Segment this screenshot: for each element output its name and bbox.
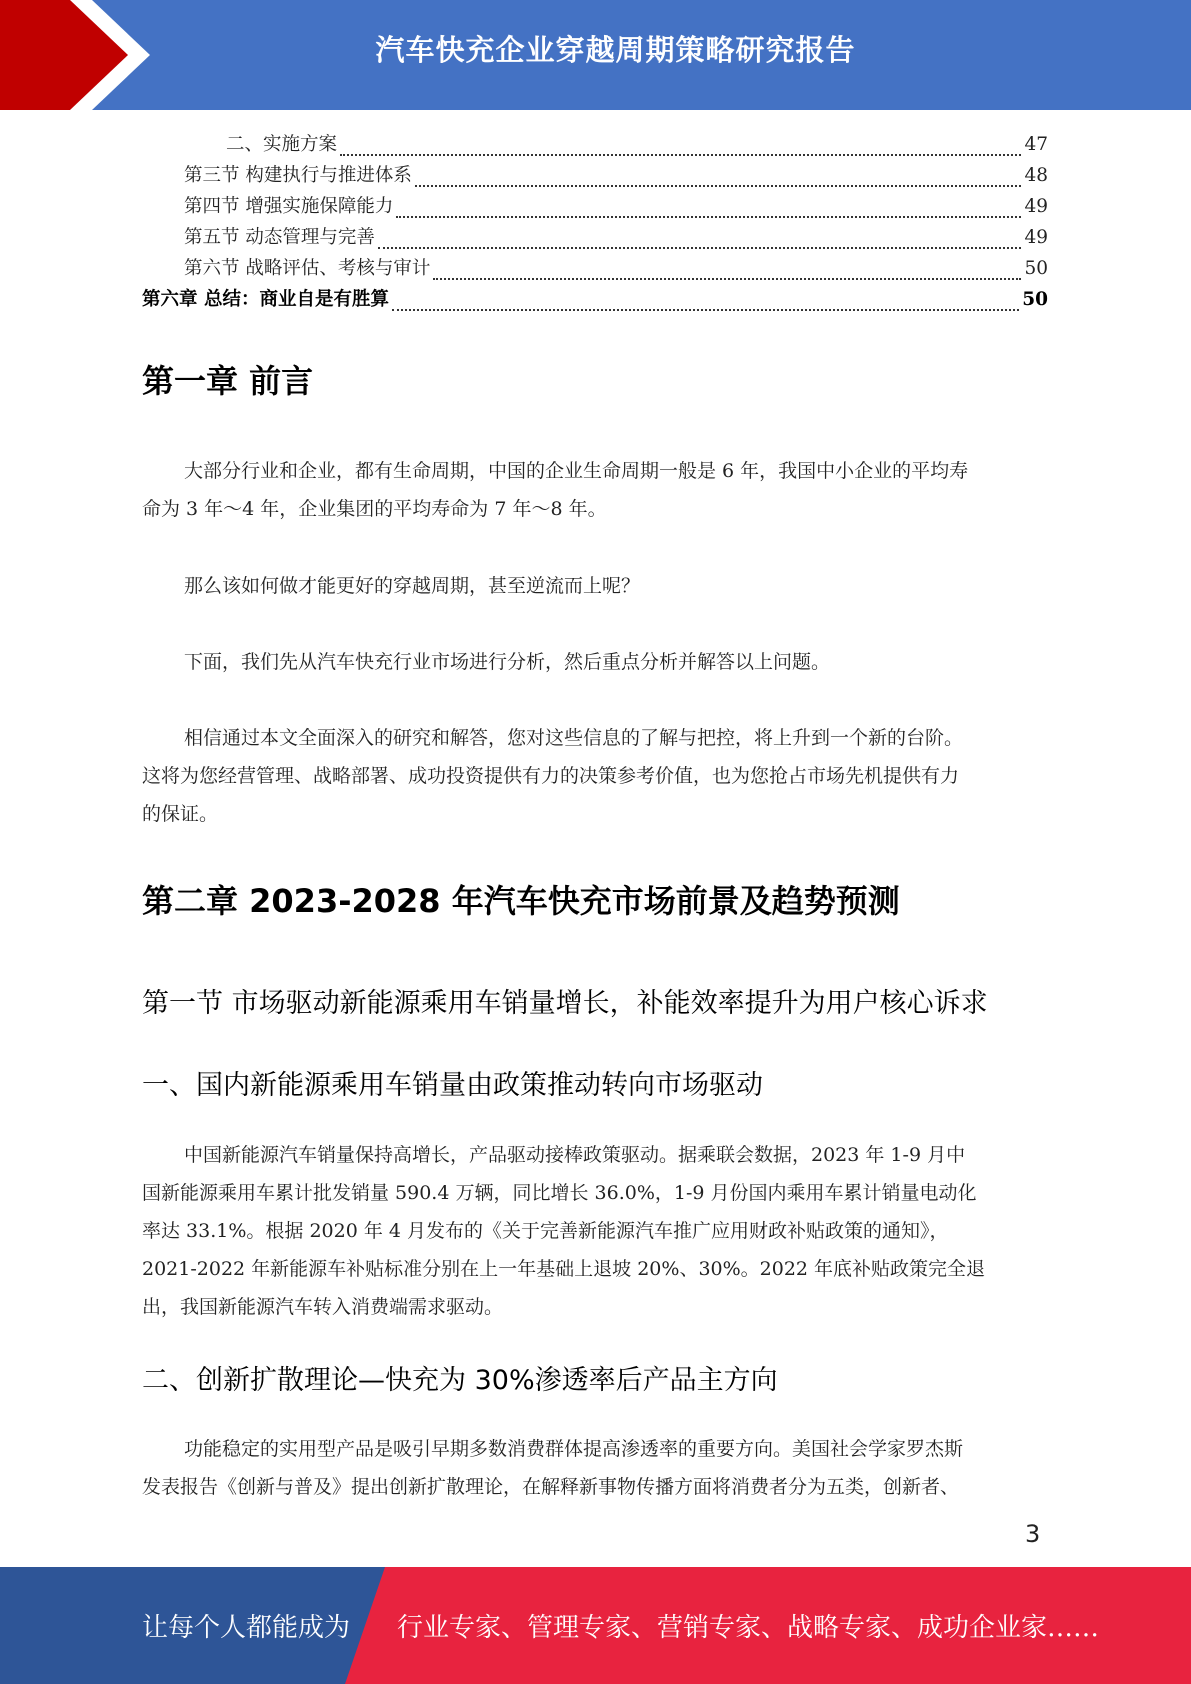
paragraph-line: 这将为您经营管理、战略部署、成功投资提供有力的决策参考价值，也为您抢占市场先机提供有力	[142, 765, 960, 787]
chapter1-paragraph-4	[142, 719, 1048, 833]
paragraph-line: 命为 3 年～4 年，企业集团的平均寿命为 7 年～8 年。	[142, 498, 607, 520]
toc-entry-text: 第六章 总结：商业自是有胜算	[142, 289, 389, 310]
subsection1-heading: 一、国内新能源乘用车销量由政策推动转向市场驱动	[142, 1070, 763, 1101]
page-footer	[0, 1567, 1191, 1684]
section1-heading: 第一节 市场驱动新能源乘用车销量增长，补能效率提升为用户核心诉求	[142, 988, 988, 1019]
toc-leader-dots	[415, 184, 1022, 187]
paragraph-line: 相信通过本文全面深入的研究和解答，您对这些信息的了解与把控，将上升到一个新的台阶。	[184, 727, 964, 749]
toc-entry-text: 第六节 战略评估、考核与审计	[184, 258, 431, 279]
paragraph-line: 功能稳定的实用型产品是吸引早期多数消费群体提高渗透率的重要方向。美国社会学家罗杰斯	[184, 1438, 964, 1460]
chapter1-heading: 第一章 前言	[142, 362, 314, 400]
toc-entry[interactable]	[142, 161, 1048, 192]
toc-leader-dots	[340, 153, 1021, 156]
report-title: 汽车快充企业穿越周期策略研究报告	[375, 33, 856, 67]
toc-entry-page: 50	[1022, 289, 1048, 310]
chapter1-paragraph-3	[142, 643, 1048, 681]
paragraph-line: 下面，我们先从汽车快充行业市场进行分析，然后重点分析并解答以上问题。	[184, 651, 831, 673]
chapter2-heading: 第二章 2023-2028 年汽车快充市场前景及趋势预测	[142, 882, 900, 920]
toc-entry-text: 第五节 动态管理与完善	[184, 227, 375, 248]
page-header	[0, 0, 1191, 110]
toc-entry[interactable]	[142, 285, 1048, 316]
table-of-contents	[142, 130, 1048, 316]
paragraph-line: 那么该如何做才能更好的穿越周期，甚至逆流而上呢？	[184, 575, 641, 597]
toc-leader-dots	[396, 215, 1021, 218]
toc-entry-page: 47	[1024, 134, 1048, 155]
toc-entry[interactable]	[142, 130, 1048, 161]
toc-leader-dots	[433, 277, 1021, 280]
subsection2-heading: 二、创新扩散理论—快充为 30%渗透率后产品主方向	[142, 1365, 778, 1396]
toc-entry[interactable]	[142, 223, 1048, 254]
subsection1-paragraph	[142, 1136, 1048, 1326]
toc-leader-dots	[378, 246, 1022, 249]
page-number: 3	[1025, 1520, 1041, 1548]
paragraph-line: 率达 33.1%。根据 2020 年 4 月发布的《关于完善新能源汽车推广应用财政补贴政策的通知》，	[142, 1220, 949, 1242]
footer-slogan-right: 行业专家、管理专家、营销专家、战略专家、成功企业家……	[397, 1613, 1100, 1643]
toc-entry[interactable]	[142, 254, 1048, 285]
toc-entry-text: 第四节 增强实施保障能力	[184, 196, 394, 217]
paragraph-line: 国新能源乘用车累计批发销量 590.4 万辆，同比增长 36.0%，1-9 月份国内乘用车累计销量电动化	[142, 1182, 977, 1204]
toc-entry-text: 二、实施方案	[226, 134, 338, 155]
chapter1-paragraph-1	[142, 452, 1048, 528]
subsection2-paragraph	[142, 1430, 1048, 1506]
toc-entry-page: 50	[1024, 258, 1048, 279]
paragraph-line: 的保证。	[142, 803, 219, 825]
toc-entry-page: 48	[1024, 165, 1048, 186]
toc-entry-page: 49	[1024, 227, 1048, 248]
paragraph-line: 大部分行业和企业，都有生命周期，中国的企业生命周期一般是 6 年，我国中小企业的平均寿	[184, 460, 969, 482]
toc-entry-text: 第三节 构建执行与推进体系	[184, 165, 412, 186]
chapter1-paragraph-2	[142, 567, 1048, 605]
paragraph-line: 2021-2022 年新能源车补贴标准分别在上一年基础上退坡 20%、30%。2022 年底补贴政策完全退	[142, 1258, 986, 1280]
toc-entry[interactable]	[142, 192, 1048, 223]
toc-leader-dots	[392, 308, 1019, 311]
paragraph-line: 出，我国新能源汽车转入消费端需求驱动。	[142, 1296, 504, 1318]
footer-slogan-left: 让每个人都能成为	[142, 1613, 351, 1643]
toc-entry-page: 49	[1024, 196, 1048, 217]
paragraph-line: 中国新能源汽车销量保持高增长，产品驱动接棒政策驱动。据乘联会数据，2023 年 1-9 月中	[184, 1144, 966, 1166]
paragraph-line: 发表报告《创新与普及》提出创新扩散理论，在解释新事物传播方面将消费者分为五类，创新者、	[142, 1476, 960, 1498]
